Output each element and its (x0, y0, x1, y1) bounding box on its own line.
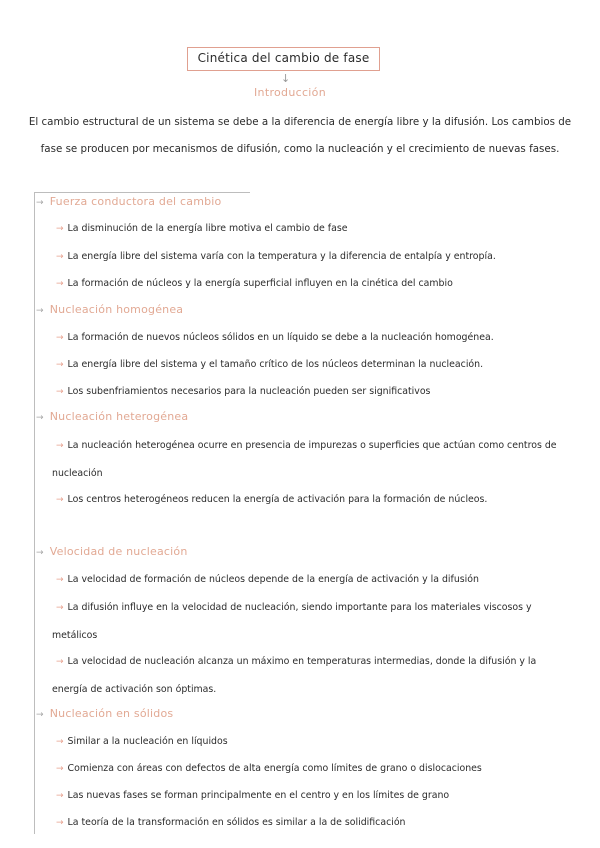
list-item: → Similar a la nucleación en líquidos (56, 736, 228, 747)
list-item: → Los subenfriamientos necesarios para la nucleación pueden ser significativos (56, 386, 431, 397)
section-heading: → Fuerza conductora del cambio (36, 195, 222, 208)
arrow-icon: → (56, 441, 64, 451)
arrow-icon: → (56, 279, 64, 289)
arrow-icon: → (56, 224, 64, 234)
down-arrow-icon: ↓ (281, 72, 291, 85)
arrow-icon: → (56, 764, 64, 774)
intro-heading: Introducción (254, 86, 326, 99)
list-item: → La difusión influye en la velocidad de nucleación, siendo importante para los materiales viscosos y metálicos (52, 602, 532, 641)
list-item: → La energía libre del sistema varía con la temperatura y la diferencia de entalpía y entropía. (56, 251, 496, 262)
timeline-top-line (34, 192, 250, 193)
list-item: → La velocidad de formación de núcleos depende de la energía de activación y la difusión (56, 574, 479, 585)
section-heading: → Velocidad de nucleación (36, 545, 188, 558)
list-item: → La velocidad de nucleación alcanza un máximo en temperaturas intermedias, donde la difusión y la energía de activación son óptimas. (52, 656, 537, 695)
section-heading: → Nucleación homogénea (36, 303, 184, 316)
arrow-icon: → (56, 575, 64, 585)
list-item: → La nucleación heterogénea ocurre en presencia de impurezas o superficies que actúan como centros de nucleación (52, 440, 557, 479)
section-tick-icon: → (36, 413, 44, 423)
intro-paragraph: El cambio estructural de un sistema se debe a la diferencia de energía libre y la difusión. Los cambios de fase se producen por mecanismos de difusión, como la nucleación y el crecimiento de nuevas fases. (28, 116, 572, 155)
list-item: → La formación de nuevos núcleos sólidos en un líquido se debe a la nucleación homogénea. (56, 332, 494, 343)
arrow-icon: → (56, 791, 64, 801)
section-tick-icon: → (36, 306, 44, 316)
arrow-icon: → (56, 818, 64, 828)
list-item: → Los centros heterogéneos reducen la energía de activación para la formación de núcleos. (56, 494, 488, 505)
section-heading: → Nucleación en sólidos (36, 707, 174, 720)
arrow-icon: → (56, 333, 64, 343)
list-item: → La teoría de la transformación en sólidos es similar a la de solidificación (56, 817, 406, 828)
list-item: → Comienza con áreas con defectos de alta energía como límites de grano o dislocaciones (56, 763, 482, 774)
list-item: → La energía libre del sistema y el tamaño crítico de los núcleos determinan la nucleación. (56, 359, 484, 370)
section-tick-icon: → (36, 710, 44, 720)
list-item: → Las nuevas fases se forman principalmente en el centro y en los límites de grano (56, 790, 450, 801)
arrow-icon: → (56, 360, 64, 370)
arrow-icon: → (56, 657, 64, 667)
arrow-icon: → (56, 252, 64, 262)
page-title: Cinética del cambio de fase (187, 47, 380, 71)
arrow-icon: → (56, 495, 64, 505)
list-item: → La formación de núcleos y la energía superficial influyen en la cinética del cambio (56, 278, 453, 289)
arrow-icon: → (56, 737, 64, 747)
section-tick-icon: → (36, 548, 44, 558)
list-item: → La disminución de la energía libre motiva el cambio de fase (56, 223, 348, 234)
arrow-icon: → (56, 387, 64, 397)
section-heading: → Nucleación heterogénea (36, 410, 189, 423)
arrow-icon: → (56, 603, 64, 613)
section-tick-icon: → (36, 198, 44, 208)
timeline-line (34, 192, 35, 834)
